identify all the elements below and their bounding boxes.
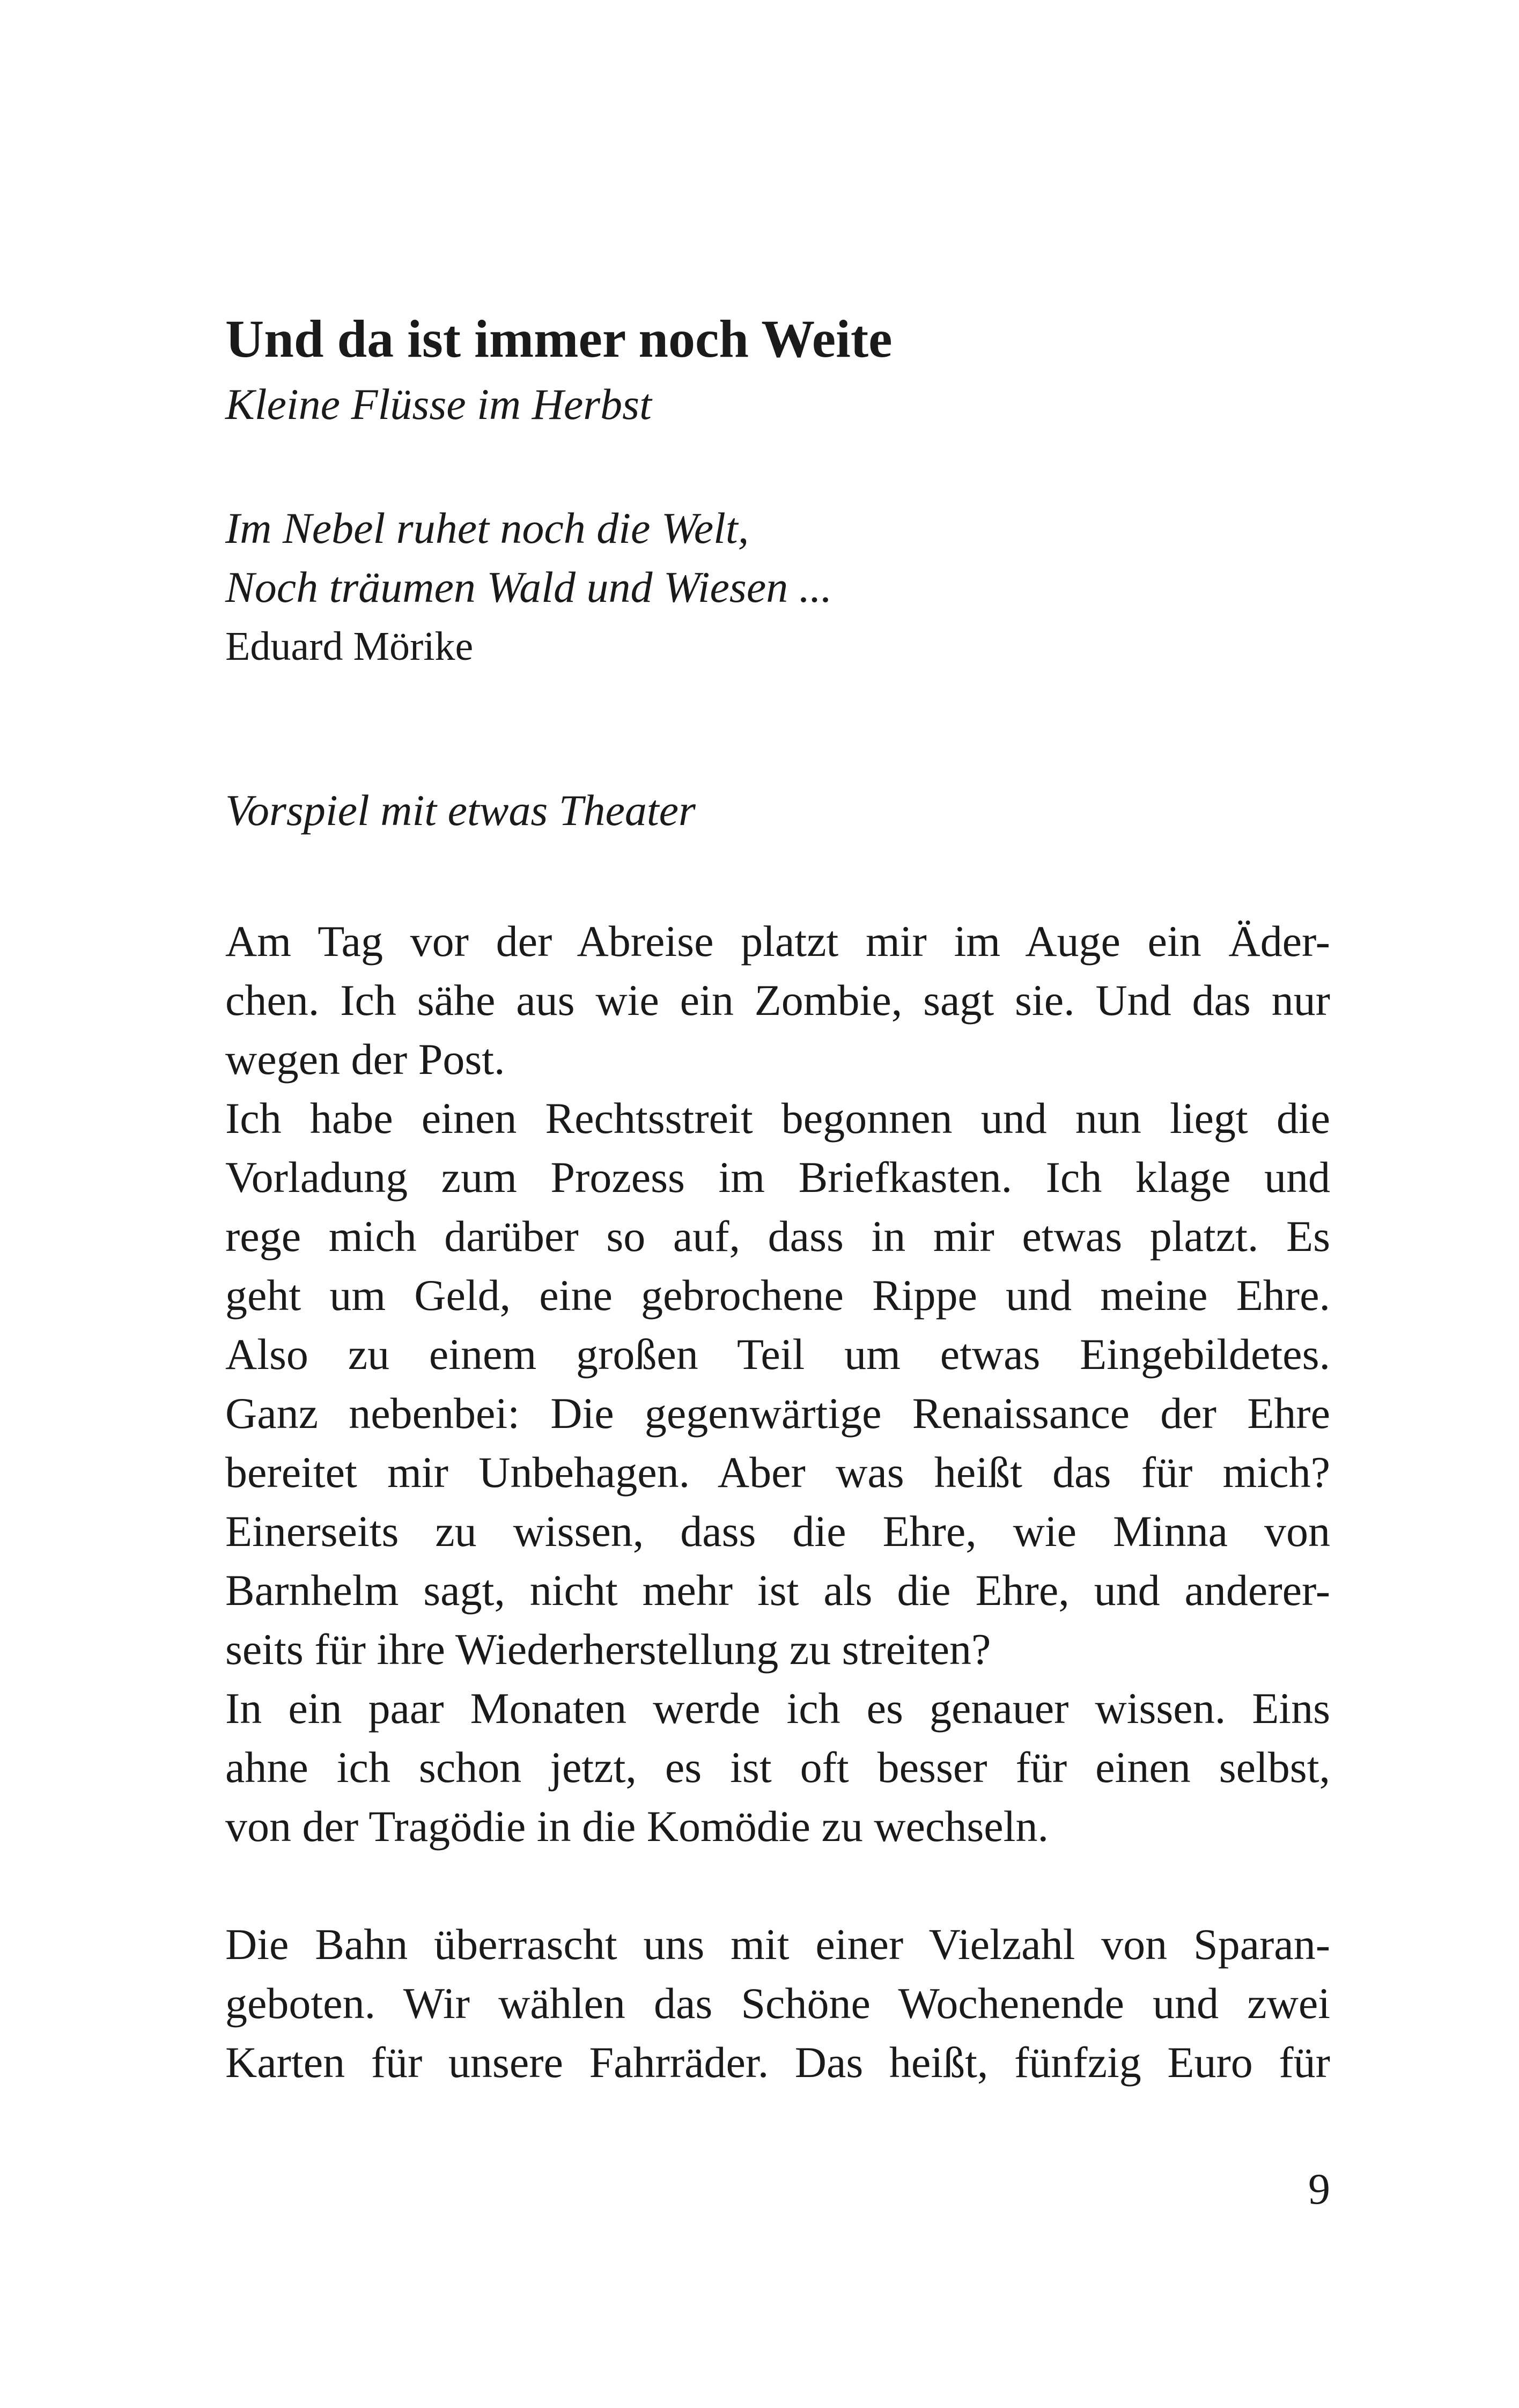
chapter-subtitle: Kleine Flüsse im Herbst <box>225 380 652 429</box>
text-line: Am Tag vor der Abreise platzt mir im Auge ein Äder- <box>225 917 1330 966</box>
text-line: In ein paar Monaten werde ich es genauer wissen. Eins <box>225 1684 1330 1733</box>
text-line: Einerseits zu wissen, dass die Ehre, wie Minna von <box>225 1507 1330 1556</box>
text-line: ahne ich schon jetzt, es ist oft besser für einen selbst, <box>225 1743 1330 1792</box>
body-text <box>225 912 1330 2092</box>
text-line: rege mich darüber so auf, dass in mir etwas platzt. Es <box>225 1212 1330 1261</box>
text-line: Ganz nebenbei: Die gegenwärtige Renaissance der Ehre <box>225 1389 1330 1438</box>
text-line: geboten. Wir wählen das Schöne Wochenende und zwei <box>225 1979 1330 2028</box>
text-line: Also zu einem großen Teil um etwas Eingebildetes. <box>225 1330 1330 1379</box>
epigraph-line: Im Nebel ruhet noch die Welt, <box>225 504 749 553</box>
text-line: bereitet mir Unbehagen. Aber was heißt das für mich? <box>225 1448 1330 1497</box>
chapter-title: Und da ist immer noch Weite <box>225 309 893 369</box>
text-line: Karten für unsere Fahrräder. Das heißt, fünfzig Euro für <box>225 2038 1330 2087</box>
paragraph-gap <box>225 1856 1330 1915</box>
text-line: wegen der Post. <box>225 1035 505 1084</box>
text-line: Die Bahn überrascht uns mit einer Vielzahl von Sparan- <box>225 1920 1330 1969</box>
text-line: von der Tragödie in die Komödie zu wechseln. <box>225 1802 1049 1851</box>
epigraph-author: Eduard Mörike <box>225 624 474 669</box>
text-line: chen. Ich sähe aus wie ein Zombie, sagt sie. Und das nur <box>225 976 1330 1025</box>
text-line: geht um Geld, eine gebrochene Rippe und meine Ehre. <box>225 1271 1330 1320</box>
section-heading: Vorspiel mit etwas Theater <box>225 786 696 835</box>
epigraph <box>225 499 832 676</box>
epigraph-line: Noch träumen Wald und Wiesen ... <box>225 563 832 612</box>
text-line: Vorladung zum Prozess im Briefkasten. Ich klage und <box>225 1153 1330 1202</box>
text-line: Barnhelm sagt, nicht mehr ist als die Ehre, und anderer- <box>225 1566 1330 1615</box>
page-number: 9 <box>1308 2164 1330 2213</box>
text-line: seits für ihre Wiederherstellung zu streiten? <box>225 1625 991 1674</box>
text-line: Ich habe einen Rechtsstreit begonnen und nun liegt die <box>225 1094 1330 1143</box>
